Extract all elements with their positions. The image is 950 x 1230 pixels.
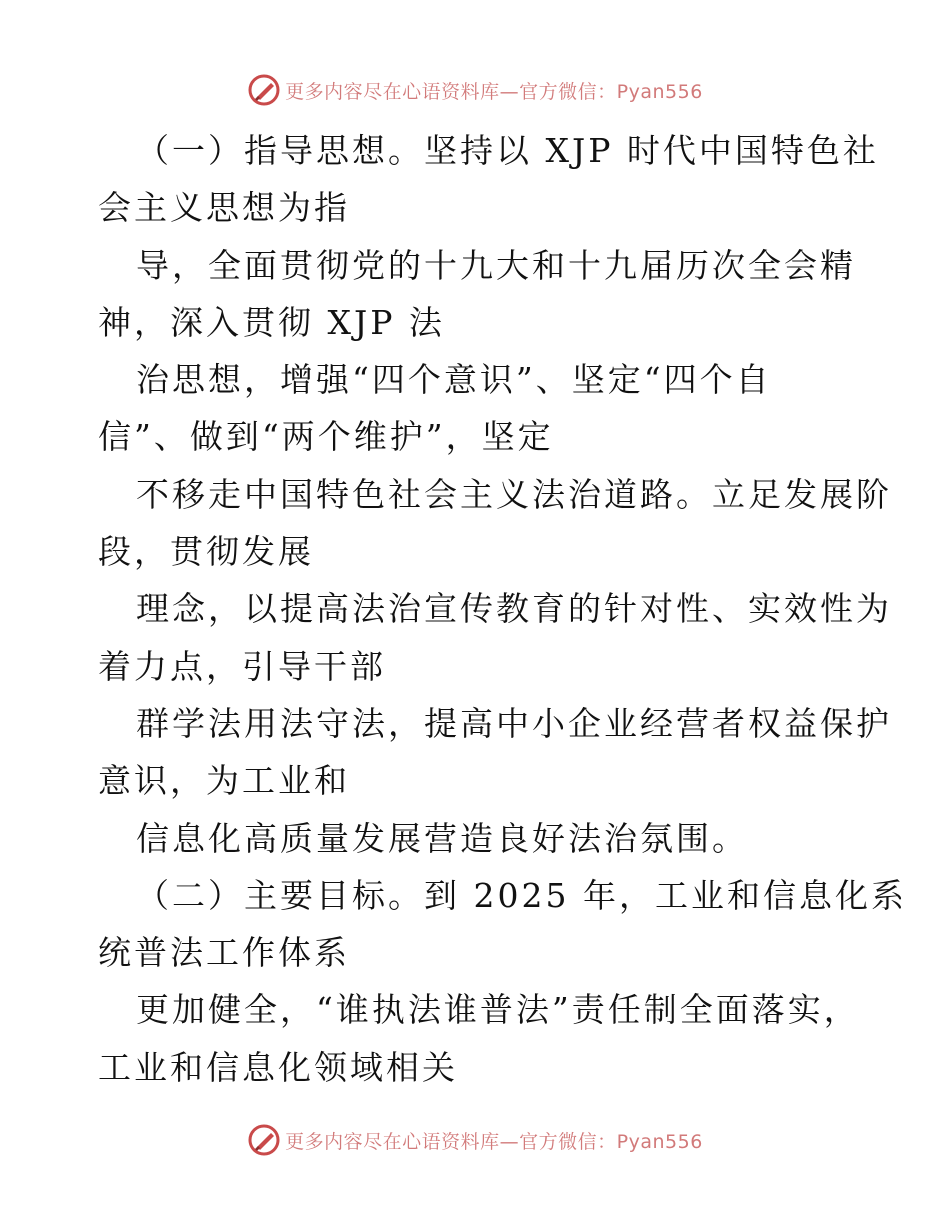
text-line-10: 着力点，引导干部 [98, 646, 386, 686]
text-line-11: 群学法用法守法，提高中小企业经营者权益保护 [136, 703, 892, 743]
header-watermark-text: 更多内容尽在心语资料库—官方微信：Pyan556 [285, 80, 703, 103]
footer-watermark-text: 更多内容尽在心语资料库—官方微信：Pyan556 [285, 1130, 703, 1153]
footer-watermark-banner [0, 1120, 950, 1160]
text-line-7: 不移走中国特色社会主义法治道路。立足发展阶 [136, 474, 892, 514]
text-line-1: （一）指导思想。坚持以 XJP 时代中国特色社 [136, 131, 879, 170]
document-body [98, 122, 907, 1096]
text-line-15: 统普法工作体系 [98, 933, 350, 973]
text-line-4: 神，深入贯彻 XJP 法 [98, 302, 445, 342]
watermark-logo-icon [247, 1123, 281, 1157]
text-line-13: 信息化高质量发展营造良好法治氛围。 [136, 818, 748, 858]
text-line-2: 会主义思想为指 [98, 188, 350, 228]
text-line-12: 意识，为工业和 [98, 761, 350, 801]
text-line-14: （二）主要目标。到 2025 年，工业和信息化系 [136, 875, 907, 915]
header-watermark-banner [0, 70, 950, 110]
text-line-17: 工业和信息化领域相关 [98, 1047, 458, 1087]
text-line-3: 导，全面贯彻党的十九大和十九届历次全会精 [136, 245, 856, 285]
watermark-logo-icon [247, 73, 281, 107]
text-line-6: 信”、做到“两个维护”，坚定 [98, 417, 554, 457]
text-line-9: 理念，以提高法治宣传教育的针对性、实效性为 [136, 589, 892, 629]
text-line-5: 治思想，增强“四个意识”、坚定“四个自 [136, 360, 772, 400]
text-line-8: 段，贯彻发展 [98, 532, 314, 572]
text-line-16: 更加健全，“谁执法谁普法”责任制全面落实， [136, 990, 860, 1030]
